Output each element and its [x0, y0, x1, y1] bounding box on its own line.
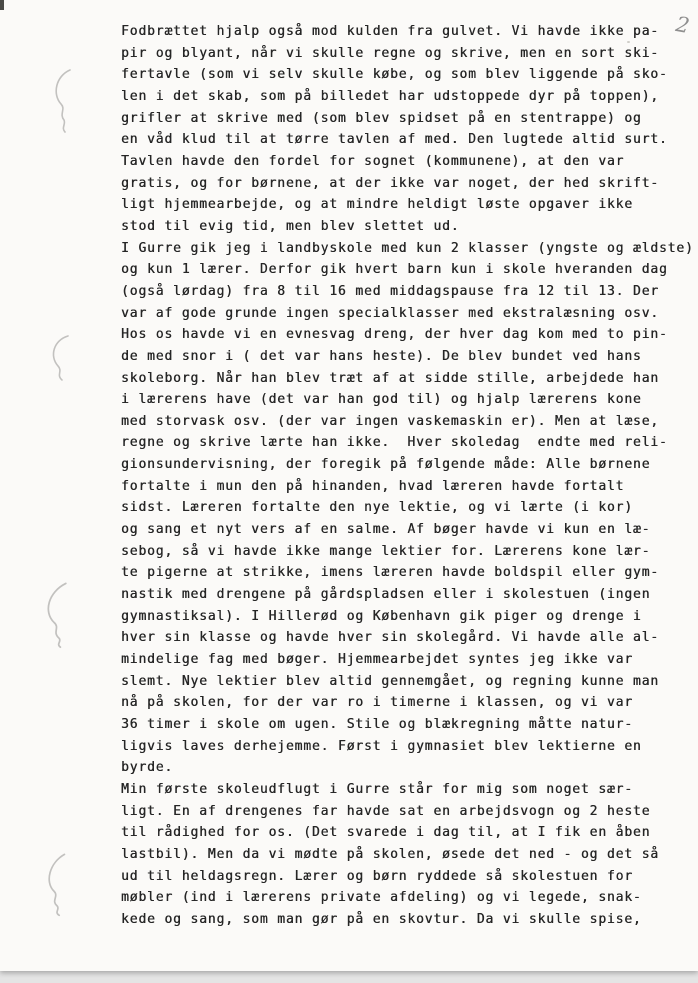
text-line: (også lørdag) fra 8 til 16 med middagspause fra 12 til 13. Der — [121, 283, 659, 299]
text-line: skoleborg. Når han blev træt af at sidde stille, arbejdede han — [121, 370, 659, 386]
text-line: ligt hjemmearbejde, og at mindre heldigt løste opgaver ikke — [121, 197, 633, 213]
text-line: 36 timer i skole om ugen. Stile og blækregning måtte natur- — [121, 717, 633, 732]
text-line: sidst. Læreren fortalte den nye lektie, og vi lærte (i kor) — [121, 500, 633, 516]
text-line: ligvis laves derhejemme. Først i gymnasiet blev lektierne en — [121, 738, 642, 754]
text-line: Hos os havde vi en evnesvag dreng, der hver dag kom med to pin- — [121, 327, 668, 343]
pencil-check-mark-icon — [37, 850, 73, 926]
text-line: med storvask osv. (der var ingen vaskemaskin er). Men at læse, — [121, 413, 659, 429]
text-line: I Gurre gik jeg i landbyskole med kun 2 klasser (yngste og ældste) — [121, 240, 694, 256]
text-line: nå på skolen, for der var ro i timerne i klassen, og vi var — [121, 695, 633, 711]
text-line: gionsundervisning, der foregik på følgende måde: Alle børnene — [121, 457, 651, 473]
text-line: og kun 1 lærer. Derfor gik hvert barn kun i skole hveranden dag — [121, 262, 668, 278]
text-line: lastbil). Men da vi mødte på skolen, øsede det ned - og det så — [121, 846, 659, 862]
text-line: len i det skab, som på billedet har udstoppede dyr på toppen), — [121, 88, 659, 104]
text-line: Min første skoleudflugt i Gurre står for mig som noget sær- — [121, 781, 633, 797]
pencil-check-mark-icon — [42, 330, 76, 402]
text-line: te pigerne at strikke, imens læreren havde boldspil eller gym- — [121, 565, 659, 581]
typewritten-text — [121, 21, 694, 931]
text-line: nastik med drengene på gårdspladsen eller i skolestuen (ingen — [121, 587, 651, 603]
text-line: hver sin klasse og havde hver sin skolegård. Vi havde alle al- — [121, 630, 659, 646]
text-line: mindelige fag med bøger. Hjemmearbejdet syntes jeg ikke var — [121, 652, 633, 668]
text-line: i lærerens have (det var han god til) og hjalp lærerens kone — [121, 392, 642, 408]
text-line: til rådighed for os. (Det svarede i dag til, at I fik en åben — [121, 825, 651, 841]
text-line: Tavlen havde den fordel for sognet (kommunene), at den var — [121, 153, 625, 169]
text-line: ligt. En af drengenes far havde sat en arbejdsvogn og 2 heste — [121, 803, 651, 819]
text-line: de med snor i ( det var hans heste). De blev bundet ved hans — [121, 348, 642, 364]
pencil-check-mark-icon — [46, 66, 80, 138]
text-line: en våd klud til at tørre tavlen af med. Den lugtede altid surt. — [121, 132, 668, 148]
text-line: møbler (ind i lærerens private afdeling) og vi legede, snak- — [121, 890, 642, 906]
text-line: var af gode grunde ingen specialklasser med ekstralæsning osv. — [121, 305, 659, 321]
text-line: ud til heldagsregn. Lærer og børn ryddede så skolestuen for — [121, 868, 633, 884]
text-line: kede og sang, som man gør på en skovtur. Da vi skulle spise, — [121, 911, 642, 927]
text-line: sebog, så vi havde ikke mange lektier for. Lærerens kone lær- — [121, 543, 651, 559]
text-line: byrde. — [121, 760, 174, 776]
text-line: og sang et nyt vers af en salme. Af bøger havde vi kun en læ- — [121, 522, 651, 538]
text-line: slemt. Nye lektier blev altid gennemgået, og regning kunne man — [121, 673, 659, 689]
text-line: fortalte i mun den på hinanden, hvad læreren havde fortalt — [121, 478, 625, 494]
text-line: grifler at skrive med (som blev spidset på en stentrappe) og — [121, 110, 642, 126]
text-line: Fodbrættet hjalp også mod kulden fra gulvet. Vi havde ikke pa- — [121, 24, 659, 39]
scan-corner-artifact — [0, 0, 4, 10]
text-line: fertavle (som vi selv skulle købe, og som blev liggende på sko- — [121, 67, 668, 83]
text-line: gratis, og for børnene, at der ikke var noget, der hed skrift- — [121, 175, 659, 191]
handwritten-page-number: 2 — [674, 12, 692, 38]
text-line: regne og skrive lærte han ikke. Hver skoledag endte med reli- — [121, 435, 668, 451]
text-line: gymnastiksal). I Hillerød og København gik piger og drenge i — [121, 608, 642, 624]
text-line: stod til evig tid, men blev slettet ud. — [121, 218, 460, 234]
pencil-check-mark-icon — [37, 579, 74, 657]
text-line: pir og blyant, når vi skulle regne og skrive, men en sort ski- — [121, 45, 659, 61]
